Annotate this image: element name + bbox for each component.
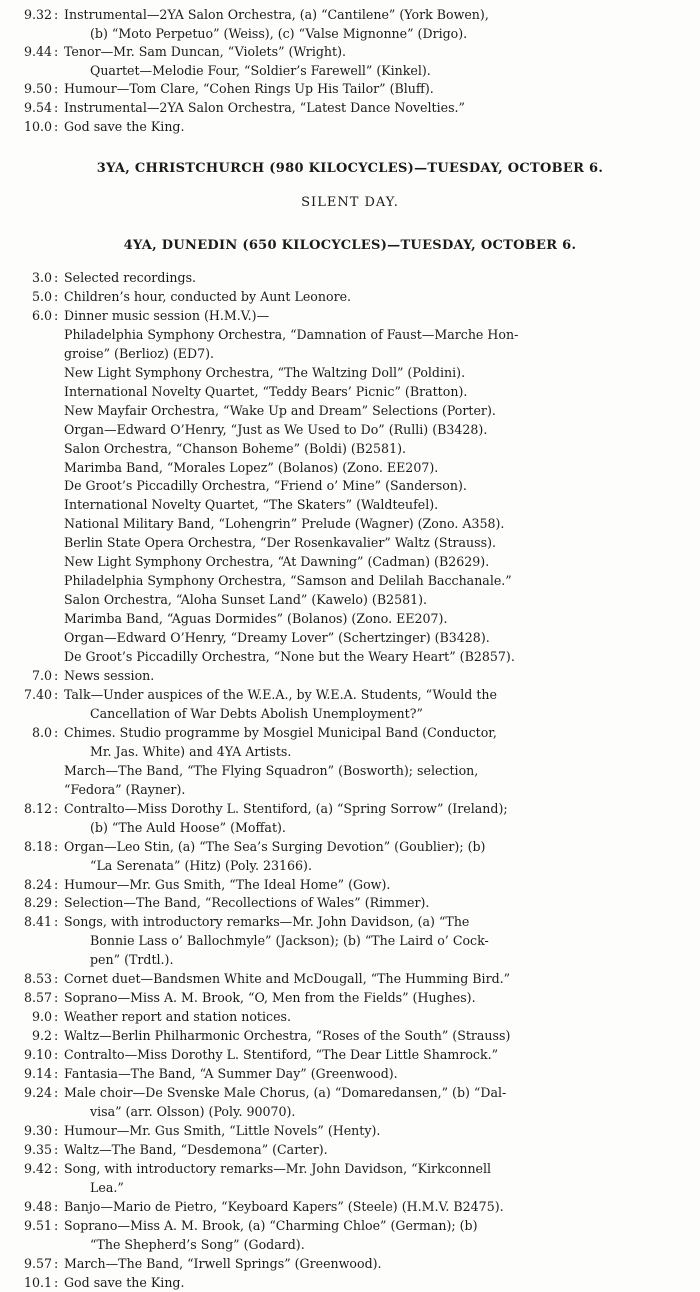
entry-colon: :	[54, 1274, 59, 1290]
entry-line: Marimba Band, “Aguas Dormides” (Bolanos) (Zono. EE207).	[64, 611, 448, 627]
programme-entry	[0, 686, 700, 724]
entry-time: 8.12	[23, 800, 52, 816]
entry-colon: :	[54, 800, 59, 816]
entry-line: New Mayfair Orchestra, “Wake Up and Dream” Selections (Porter).	[64, 402, 496, 418]
entry-line: Contralto—Miss Dorothy L. Stentiford, “The Dear Little Shamrock.”	[64, 1047, 499, 1063]
entry-line: Instrumental—2YA Salon Orchestra, (a) “Cantilene” (York Bowen),	[64, 7, 489, 22]
entry-line: Philadelphia Symphony Orchestra, “Damnation of Faust—Marche Hon-	[64, 326, 519, 342]
entry-line: Salon Orchestra, “Aloha Sunset Land” (Kawelo) (B2581).	[64, 592, 428, 608]
programme-entry	[0, 269, 700, 288]
programme-entry	[0, 43, 700, 80]
entry-line: News session.	[64, 668, 155, 684]
entry-line: God save the King.	[64, 118, 185, 134]
entry-line: “Fedora” (Rayner).	[64, 781, 186, 797]
programme-entry	[0, 1065, 700, 1084]
programme-entry	[0, 667, 700, 686]
programme-entry	[0, 989, 700, 1008]
entry-line: Songs, with introductory remarks—Mr. John Davidson, (a) “The	[64, 914, 470, 930]
entry-line: Marimba Band, “Morales Lopez” (Bolanos) (Zono. EE207).	[64, 459, 439, 475]
entry-time: 8.0	[31, 724, 52, 740]
entry-line: God save the King.	[64, 1274, 185, 1290]
programme-entry	[0, 307, 700, 326]
entry-line: (b) “Moto Perpetuo” (Weiss), (c) “Valse Mignonne” (Drigo).	[90, 25, 468, 41]
entry-line: Humour—Mr. Gus Smith, “Little Novels” (Henty).	[64, 1122, 381, 1138]
entry-colon: :	[54, 7, 59, 22]
entry-time: 9.54	[23, 99, 52, 115]
programme-entry	[0, 118, 700, 137]
programme-entry	[0, 762, 700, 800]
entry-colon: :	[54, 971, 59, 987]
programme-entry	[0, 1255, 700, 1274]
silent-day-notice: SILENT DAY.	[301, 195, 399, 210]
entry-time: 8.57	[23, 990, 52, 1006]
entry-line: Salon Orchestra, “Chanson Boheme” (Boldi) (B2581).	[64, 440, 406, 456]
entry-line: “The Shepherd’s Song” (Godard).	[90, 1236, 305, 1252]
entry-line: Contralto—Miss Dorothy L. Stentiford, (a) “Spring Sorrow” (Ireland);	[64, 800, 508, 816]
entry-time: 9.35	[23, 1141, 52, 1157]
entry-line: Instrumental—2YA Salon Orchestra, “Latest Dance Novelties.”	[64, 99, 465, 115]
entry-colon: :	[54, 1160, 59, 1176]
entry-time: 9.10	[23, 1047, 52, 1063]
entry-line: Cornet duet—Bandsmen White and McDougall, “The Humming Bird.”	[64, 971, 511, 987]
entry-time: 7.0	[31, 668, 52, 684]
entry-colon: :	[54, 838, 59, 854]
entry-line: International Novelty Quartet, “The Skaters” (Waldteufel).	[64, 497, 439, 513]
entry-time: 9.51	[23, 1217, 52, 1233]
entry-line: Humour—Tom Clare, “Cohen Rings Up His Tailor” (Bluff).	[64, 81, 434, 97]
entry-line: Waltz—Berlin Philharmonic Orchestra, “Roses of the South” (Strauss)	[64, 1028, 511, 1044]
entry-colon: :	[54, 1141, 59, 1157]
programme-entry	[0, 1160, 700, 1198]
programme-entry	[0, 99, 700, 118]
entry-time: 6.0	[31, 307, 52, 323]
entry-line: Organ—Leo Stin, (a) “The Sea’s Surging Devotion” (Goublier); (b)	[64, 838, 486, 854]
entry-line: Waltz—The Band, “Desdemona” (Carter).	[64, 1141, 328, 1157]
entry-line: Tenor—Mr. Sam Duncan, “Violets” (Wright).	[64, 44, 347, 60]
entry-colon: :	[54, 1047, 59, 1063]
entry-colon: :	[54, 1084, 59, 1100]
entry-line: Chimes. Studio programme by Mosgiel Municipal Band (Conductor,	[64, 724, 497, 740]
entry-time: 5.0	[31, 288, 52, 304]
entry-time: 8.18	[23, 838, 52, 854]
entry-line: Philadelphia Symphony Orchestra, “Samson and Delilah Bacchanale.”	[64, 573, 512, 589]
entry-line: Organ—Edward O’Henry, “Just as We Used to Do” (Rulli) (B3428).	[64, 421, 488, 437]
entry-time: 9.32	[23, 7, 52, 22]
entry-time: 3.0	[31, 270, 52, 285]
entry-line: Soprano—Miss A. M. Brook, “O, Men from the Fields” (Hughes).	[64, 990, 476, 1006]
entry-line: Soprano—Miss A. M. Brook, (a) “Charming Chloe” (German); (b)	[64, 1217, 478, 1233]
entry-colon: :	[54, 44, 59, 60]
entry-line: Cancellation of War Debts Abolish Unemployment?”	[90, 705, 423, 721]
entry-line: De Groot’s Piccadilly Orchestra, “Friend o’ Mine” (Sanderson).	[64, 478, 467, 494]
entry-time: 9.44	[23, 44, 52, 60]
entry-line: groise” (Berlioz) (ED7).	[64, 345, 215, 361]
entry-line: March—The Band, “Irwell Springs” (Greenwood).	[64, 1255, 382, 1271]
entry-colon: :	[54, 668, 59, 684]
entry-colon: :	[54, 1028, 59, 1044]
programme-entry	[0, 1084, 700, 1122]
entry-line: March—The Band, “The Flying Squadron” (Bosworth); selection,	[64, 762, 479, 778]
2ya-programme-tail	[0, 6, 700, 136]
entry-time: 9.57	[23, 1255, 52, 1271]
entry-time: 9.48	[23, 1198, 52, 1214]
entry-time: 8.24	[23, 876, 52, 892]
entry-time: 7.40	[23, 686, 52, 702]
entry-colon: :	[54, 288, 59, 304]
entry-line: “La Serenata” (Hitz) (Poly. 23166).	[90, 857, 312, 873]
entry-line: Quartet—Melodie Four, “Soldier’s Farewell” (Kinkel).	[90, 62, 431, 78]
entry-colon: :	[54, 307, 59, 323]
entry-time: 10.1	[23, 1274, 52, 1290]
programme-entry	[0, 1122, 700, 1141]
entry-time: 8.41	[23, 914, 52, 930]
entry-time: 9.2	[31, 1028, 52, 1044]
entry-colon: :	[54, 1217, 59, 1233]
programme-entry	[0, 80, 700, 99]
entry-colon: :	[54, 686, 59, 702]
entry-colon: :	[54, 724, 59, 740]
entry-colon: :	[54, 270, 59, 285]
entry-line: Bonnie Lass o’ Ballochmyle” (Jackson); (b) “The Laird o’ Cock-	[90, 933, 489, 949]
programme-entry	[0, 1141, 700, 1160]
entry-line: New Light Symphony Orchestra, “The Waltzing Doll” (Poldini).	[64, 364, 466, 380]
entry-colon: :	[54, 876, 59, 892]
programme-entry	[0, 876, 700, 895]
programme-entry	[0, 800, 700, 838]
entry-time: 10.0	[23, 118, 52, 134]
entry-line: Male choir—De Svenske Male Chorus, (a) “Domaredansen,” (b) “Dal-	[64, 1084, 507, 1100]
programme-entry	[0, 326, 700, 667]
heading-4ya-dunedin: 4YA, DUNEDIN (650 KILOCYCLES)—TUESDAY, OCTOBER 6.	[123, 238, 577, 253]
programme-entry	[0, 288, 700, 307]
programme-entry	[0, 1198, 700, 1217]
4ya-programme	[0, 269, 700, 1292]
entry-line: Berlin State Opera Orchestra, “Der Rosenkavalier” Waltz (Strauss).	[64, 535, 497, 551]
entry-line: Children’s hour, conducted by Aunt Leonore.	[64, 288, 352, 304]
entry-line: pen” (Trdtl.).	[90, 952, 174, 968]
entry-colon: :	[54, 914, 59, 930]
entry-time: 9.24	[23, 1084, 52, 1100]
entry-line: Weather report and station notices.	[64, 1009, 291, 1025]
programme-entry	[0, 724, 700, 762]
entry-time: 9.50	[23, 81, 52, 97]
programme-entry	[0, 913, 700, 970]
programme-entry	[0, 838, 700, 876]
entry-colon: :	[54, 1009, 59, 1025]
entry-line: Dinner music session (H.M.V.)—	[64, 307, 270, 323]
entry-line: Fantasia—The Band, “A Summer Day” (Greenwood).	[64, 1066, 398, 1082]
programme-entry	[0, 1274, 700, 1292]
entry-time: 8.29	[23, 895, 52, 911]
entry-line: Banjo—Mario de Pietro, “Keyboard Kapers” (Steele) (H.M.V. B2475).	[64, 1198, 504, 1214]
entry-line: Humour—Mr. Gus Smith, “The Ideal Home” (Gow).	[64, 876, 391, 892]
entry-time: 9.0	[31, 1009, 52, 1025]
entry-line: visa” (arr. Olsson) (Poly. 90070).	[90, 1103, 296, 1119]
entry-time: 9.42	[23, 1160, 52, 1176]
entry-colon: :	[54, 990, 59, 1006]
entry-line: (b) “The Auld Hoose” (Moffat).	[90, 819, 286, 835]
entry-colon: :	[54, 1122, 59, 1138]
entry-time: 9.14	[23, 1066, 52, 1082]
programme-entry	[0, 6, 700, 43]
entry-line: Lea.”	[90, 1179, 124, 1195]
entry-line: National Military Band, “Lohengrin” Prelude (Wagner) (Zono. A358).	[64, 516, 505, 532]
entry-line: International Novelty Quartet, “Teddy Bears’ Picnic” (Bratton).	[64, 383, 468, 399]
entry-time: 9.30	[23, 1122, 52, 1138]
entry-time: 8.53	[23, 971, 52, 987]
entry-colon: :	[54, 99, 59, 115]
entry-colon: :	[54, 118, 59, 134]
entry-line: De Groot’s Piccadilly Orchestra, “None but the Weary Heart” (B2857).	[64, 649, 515, 665]
entry-line: Song, with introductory remarks—Mr. John Davidson, “Kirkconnell	[64, 1160, 492, 1176]
entry-colon: :	[54, 1198, 59, 1214]
heading-3ya-christchurch: 3YA, CHRISTCHURCH (980 KILOCYCLES)—TUESDAY, OCTOBER 6.	[96, 161, 604, 176]
programme-entry	[0, 1008, 700, 1027]
entry-line: Talk—Under auspices of the W.E.A., by W.E.A. Students, “Would the	[64, 686, 497, 702]
entry-line: New Light Symphony Orchestra, “At Dawning” (Cadman) (B2629).	[64, 554, 490, 570]
entry-colon: :	[54, 1255, 59, 1271]
entry-colon: :	[54, 895, 59, 911]
entry-line: Selected recordings.	[64, 270, 197, 285]
entry-line: Mr. Jas. White) and 4YA Artists.	[90, 743, 292, 759]
programme-entry	[0, 970, 700, 989]
programme-entry	[0, 1046, 700, 1065]
programme-entry	[0, 1217, 700, 1255]
entry-colon: :	[54, 1066, 59, 1082]
entry-line: Selection—The Band, “Recollections of Wales” (Rimmer).	[64, 895, 430, 911]
programme-entry	[0, 1027, 700, 1046]
programme-entry	[0, 894, 700, 913]
entry-line: Organ—Edward O’Henry, “Dreamy Lover” (Schertzinger) (B3428).	[64, 630, 490, 646]
entry-colon: :	[54, 81, 59, 97]
